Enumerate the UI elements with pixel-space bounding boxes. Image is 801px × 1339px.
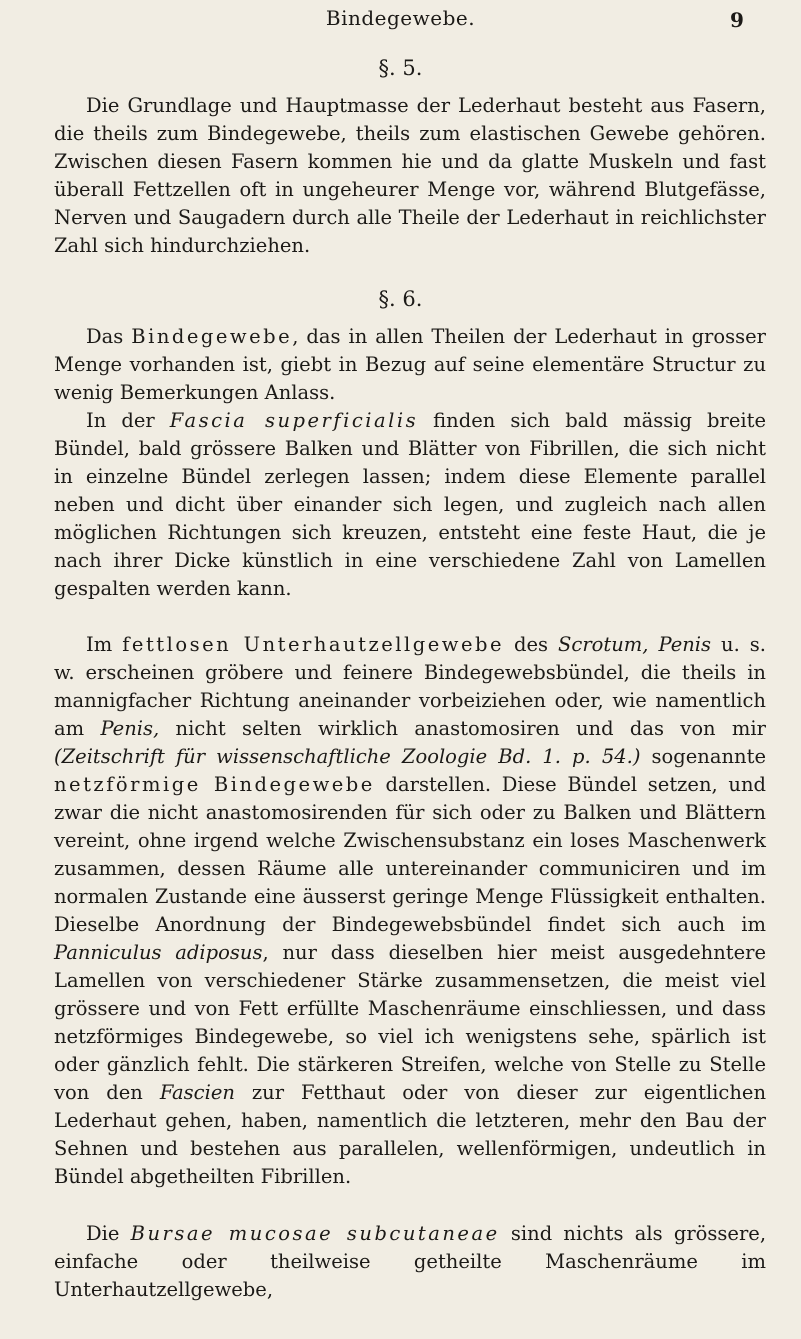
paragraph-text: sogenannte <box>640 745 766 768</box>
section-heading-5: §. 5. <box>378 56 423 80</box>
term-penis: Penis, <box>100 717 160 740</box>
section-heading-6: §. 6. <box>378 287 423 311</box>
paragraph-sec5 <box>54 92 766 260</box>
citation-zeitschrift: (Zeitschrift für wissenschaftliche Zoologie Bd. 1. p. 54.) <box>54 745 641 768</box>
term-fascia-superficialis: Fascia superficialis <box>169 409 419 432</box>
term-fettlosen-unterhautzellgewebe: fettlosen Unterhautzellgewebe <box>122 633 505 656</box>
paragraph-text: , nur dass dieselben hier meist ausgedehntere Lamellen von verschiedener Stärke zusammensetzen, die meist viel grössere und von Fett erfüllte Maschenräume einschliessen, und dass netzförmiges Bindegewebe, so viel ich wenigstens sehe, spärlich ist oder gänzlich fehlt. Die stärkeren Streifen, welche von Stelle zu Stelle von den <box>54 941 766 1104</box>
paragraph-text: In der <box>86 409 170 432</box>
paragraph-text: Die Grundlage und Hauptmasse der Lederhaut besteht aus Fasern, die theils zum Bindegewebe, theils zum elastischen Gewebe gehören. Zwischen diesen Fasern kommen hie und da glatte Muskeln und fast überall Fettzellen oft in ungeheurer Menge vor, während Blutgefässe, Nerven und Saugadern durch alle Theile der Lederhaut in reichlichster Zahl sich hindurchziehen. <box>54 94 766 257</box>
paragraph-text: , das in allen Theilen der Lederhaut in grosser Menge vorhanden ist, giebt in Bezug auf seine elementäre Structur zu wenig Bemerkungen Anlass. <box>54 325 766 404</box>
term-bursae-mucosae: Bursae mucosae subcutaneae <box>130 1222 500 1245</box>
paragraph-text: des <box>504 633 559 656</box>
paragraph-text: darstellen. Diese Bündel setzen, und zwar die nicht anastomosirenden für sich oder zu Balken und Blättern vereint, ohne irgend welche Zwischensubstanz ein loses Maschenwerk zusammen, dessen Räume alle untereinander communiciren und im normalen Zustande eine äusserst geringe Menge Flüssigkeit enthalten. Dieselbe Anordnung der Bindegewebsbündel findet sich auch im <box>54 773 766 936</box>
paragraph-text: Im <box>86 633 123 656</box>
paragraph-bindegewebe: Das Bindegewebe, das in allen Theilen der Lederhaut in grosser Menge vorhanden ist, giebt in Bezug auf seine elementäre Structur zu wenig Bemerkungen Anlass. <box>54 325 766 404</box>
running-head: Bindegewebe. <box>325 6 476 30</box>
paragraph-text: finden sich bald mässig breite Bündel, bald grössere Balken und Blätter von Fibrillen, die sich nicht in einzelne Bündel zerlegen lassen; indem diese Elemente parallel neben und dicht über einander sich legen, und zugleich nach allen möglichen Richtungen sich kreuzen, entsteht eine feste Haut, die je nach ihrer Dicke künstlich in eine verschiedene Zahl von Lamellen gespalten werden kann. <box>54 409 766 600</box>
paragraph-text: Die <box>86 1222 131 1245</box>
term-bindegewebe: Bindegewebe <box>131 325 293 348</box>
paragraph-text: sind nichts als grössere, einfache oder theilweise getheilte Maschenräume im Unterhautzellgewebe, <box>54 1222 767 1301</box>
page-number: 9 <box>730 8 744 32</box>
term-fascien: Fascien <box>159 1081 235 1104</box>
term-scrotum-penis: Scrotum, Penis <box>558 633 712 656</box>
paragraph-text: u. s. w. erscheinen gröbere und feinere Bindegewebsbündel, die theils in mannigfacher Richtung aneinander vorbeiziehen oder, wie namentlich am <box>54 633 766 740</box>
term-panniculus-adiposus: Panniculus adiposus <box>54 941 263 964</box>
paragraph-unterhautzellgewebe <box>54 631 766 1191</box>
paragraph-bursae <box>54 1220 766 1304</box>
paragraph-text: zur Fetthaut oder von dieser zur eigentlichen Lederhaut gehen, haben, namentlich die letzteren, mehr den Bau der Sehnen und bestehen aus parallelen, wellenförmigen, undeutlich in Bündel abgetheilten Fibrillen. <box>54 1081 766 1188</box>
term-netzfoermige-bindegewebe: netzförmige Bindegewebe <box>54 773 375 796</box>
paragraph-text: nicht selten wirklich anastomosiren und das von mir <box>159 717 766 740</box>
paragraph-fascia <box>54 407 766 603</box>
